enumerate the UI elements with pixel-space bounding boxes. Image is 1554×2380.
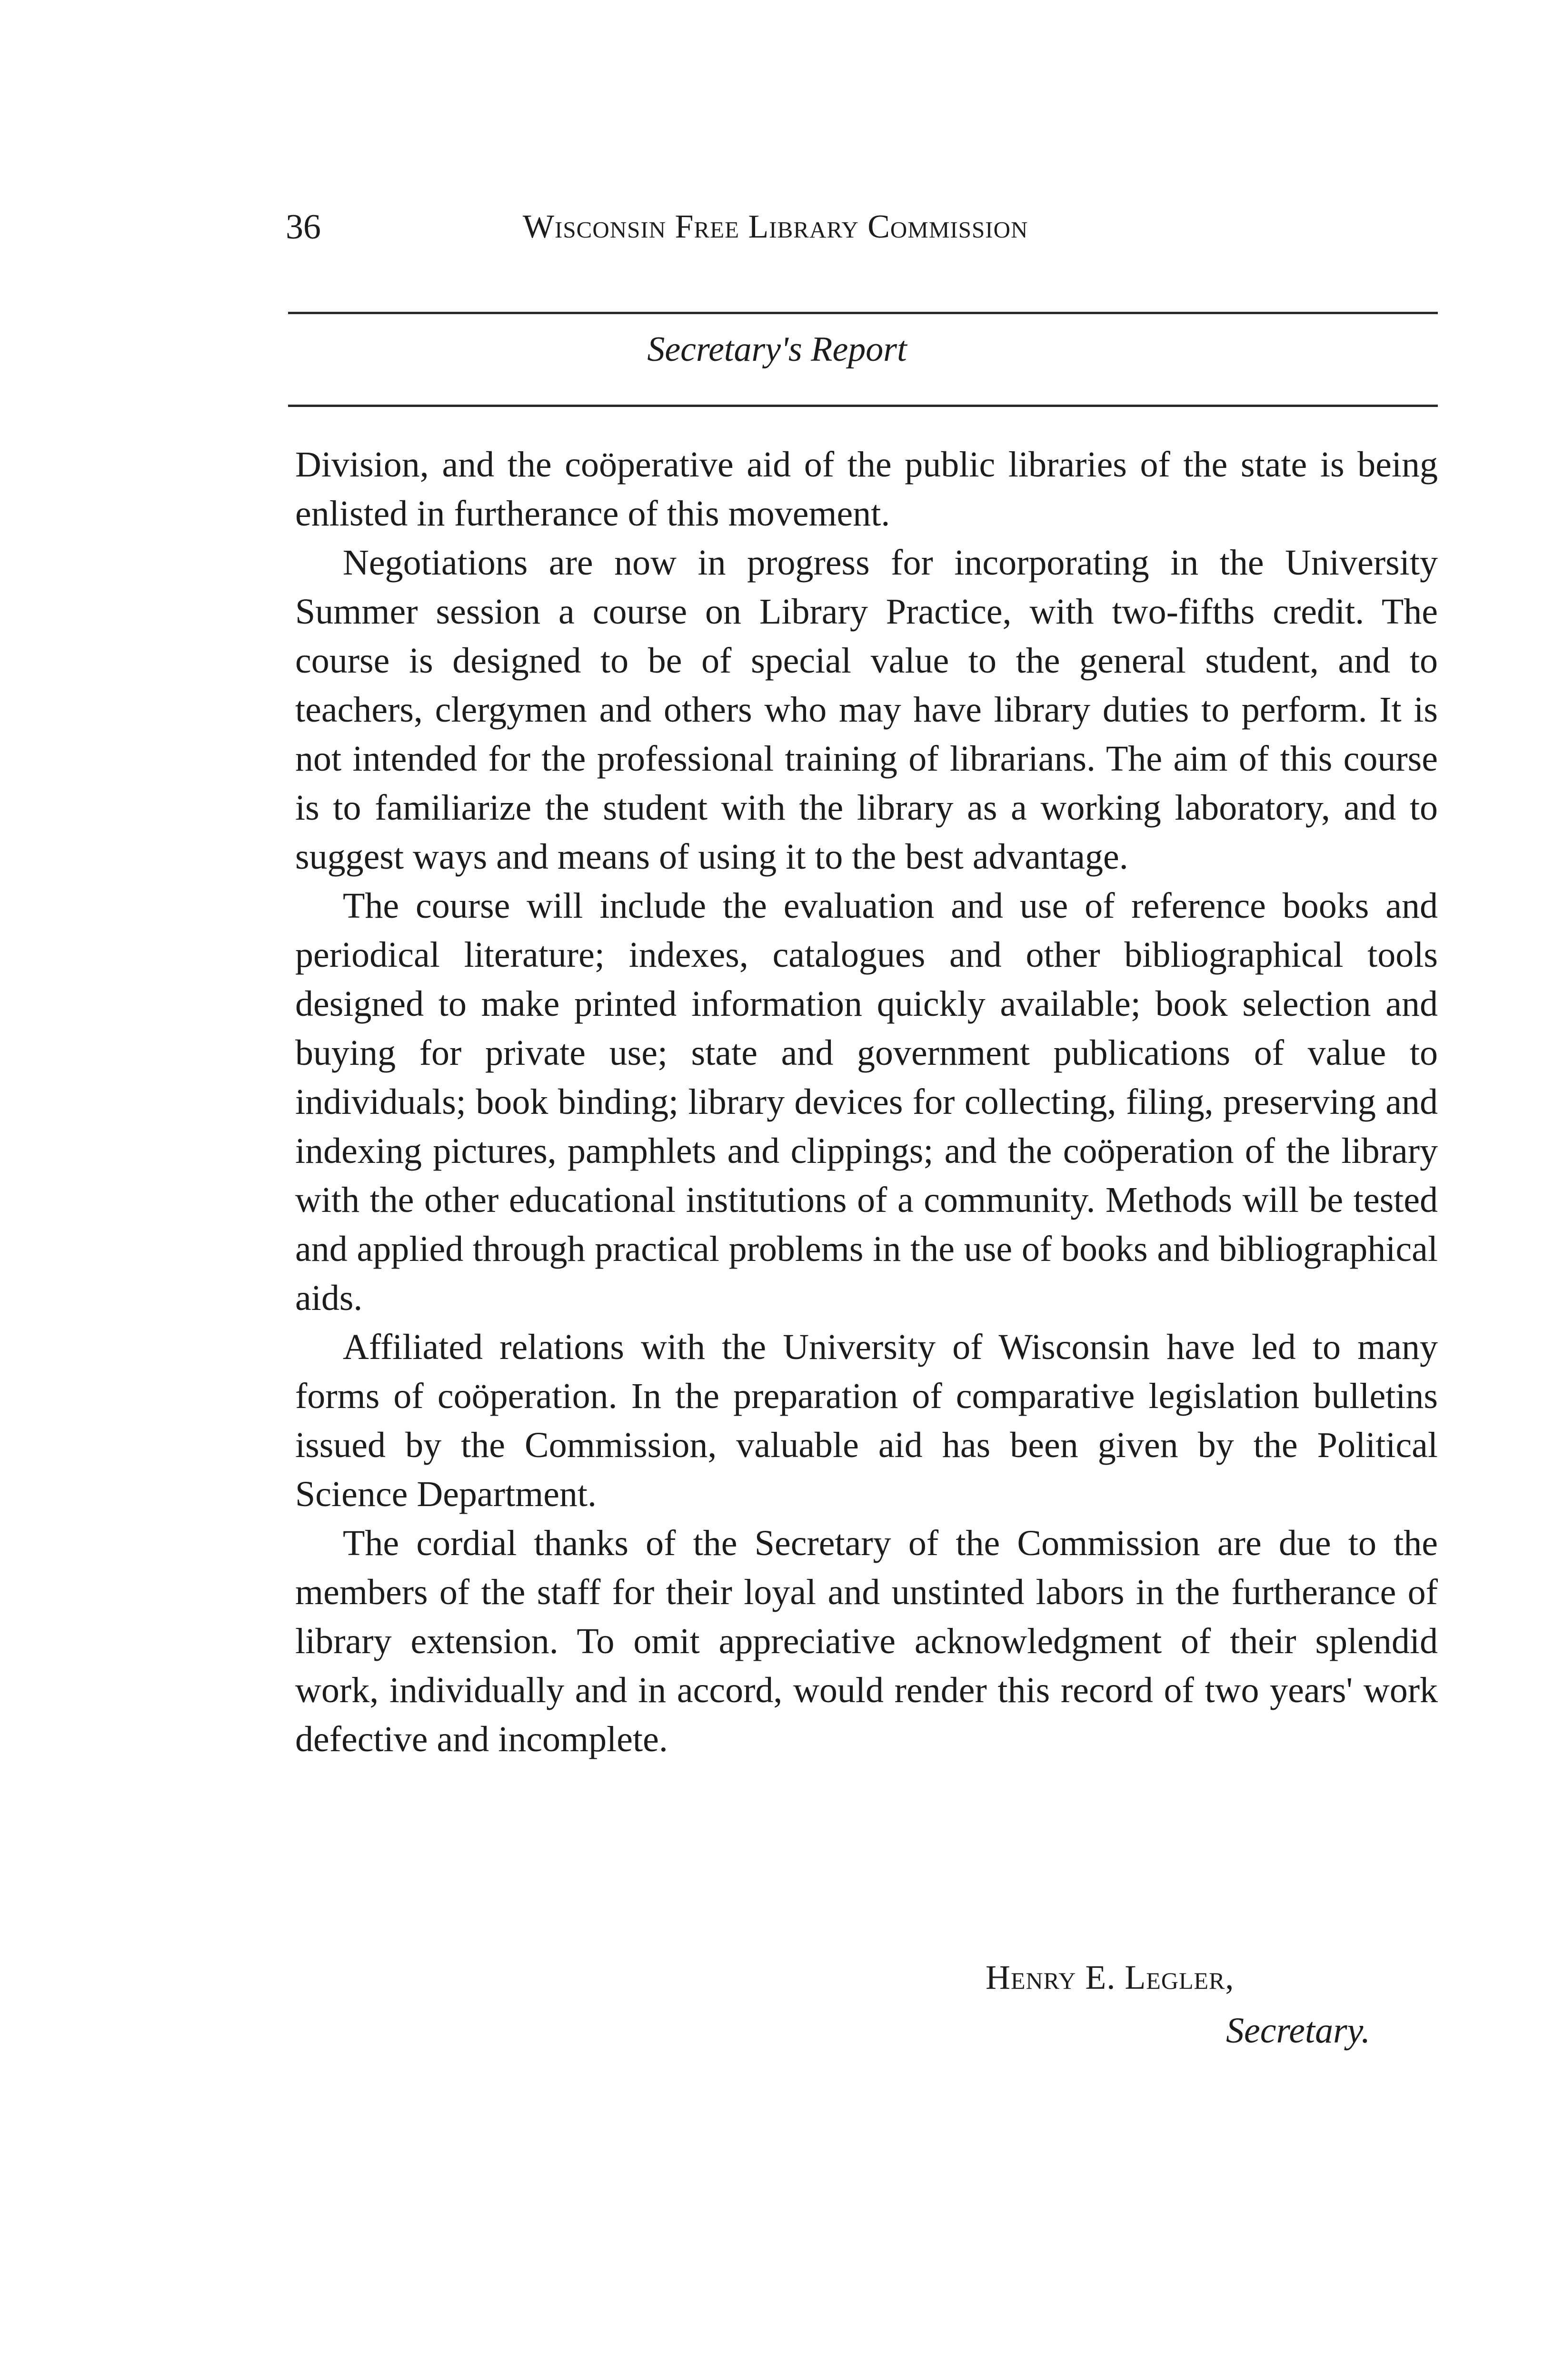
page-number: 36 — [286, 208, 321, 247]
header-rule-top — [288, 312, 1438, 314]
paragraph-university-relations: Affiliated relations with the University of Wisconsin have led to many forms of coöperation. In the preparation of comparative legislation bulletins issued by the Commission, valuable aid has been given by the Political Science Department. — [295, 1327, 1438, 1514]
section-title: Secretary's Report — [647, 330, 907, 369]
report-body — [295, 440, 1438, 1764]
paragraph-thanks: The cordial thanks of the Secretary of the Commission are due to the members of the staff for their loyal and unstinted labors in the furtherance of library extension. To omit appreciative acknowledgment of their splendid work, individually and in accord, would render this record of two years' work defective and incomplete. — [295, 1523, 1438, 1759]
running-head: Wisconsin Free Library Commission — [523, 208, 1028, 245]
signature-name: Henry E. Legler, — [986, 1958, 1235, 1996]
signature-title: Secretary. — [1226, 2011, 1371, 2051]
paragraph-course-content: The course will include the evaluation and use of reference books and periodical literature; indexes, catalogues and other bibliographical tools designed to make printed information quickly available; book selection and buying for private use; state and government publications of value to individuals; book binding; library devices for collecting, filing, preserving and indexing pictures, pamphlets and clippings; and the coöperation of the library with the other educational institutions of a community. Methods will be tested and applied through practical problems in the use of books and bibliographical aids. — [295, 886, 1438, 1318]
paragraph-continuation: Division, and the coöperative aid of the public libraries of the state is being enlisted in furtherance of this movement. — [295, 445, 1438, 534]
header-rule-bottom — [288, 405, 1438, 407]
paragraph-summer-session: Negotiations are now in progress for incorporating in the University Summer session a course on Library Practice, with two-fifths credit. The course is designed to be of special value to the general student, and to teachers, clergymen and others who may have library duties to perform. It is not intended for the professional training of librarians. The aim of this course is to familiarize the student with the library as a working laboratory, and to suggest ways and means of using it to the best advantage. — [295, 543, 1438, 877]
